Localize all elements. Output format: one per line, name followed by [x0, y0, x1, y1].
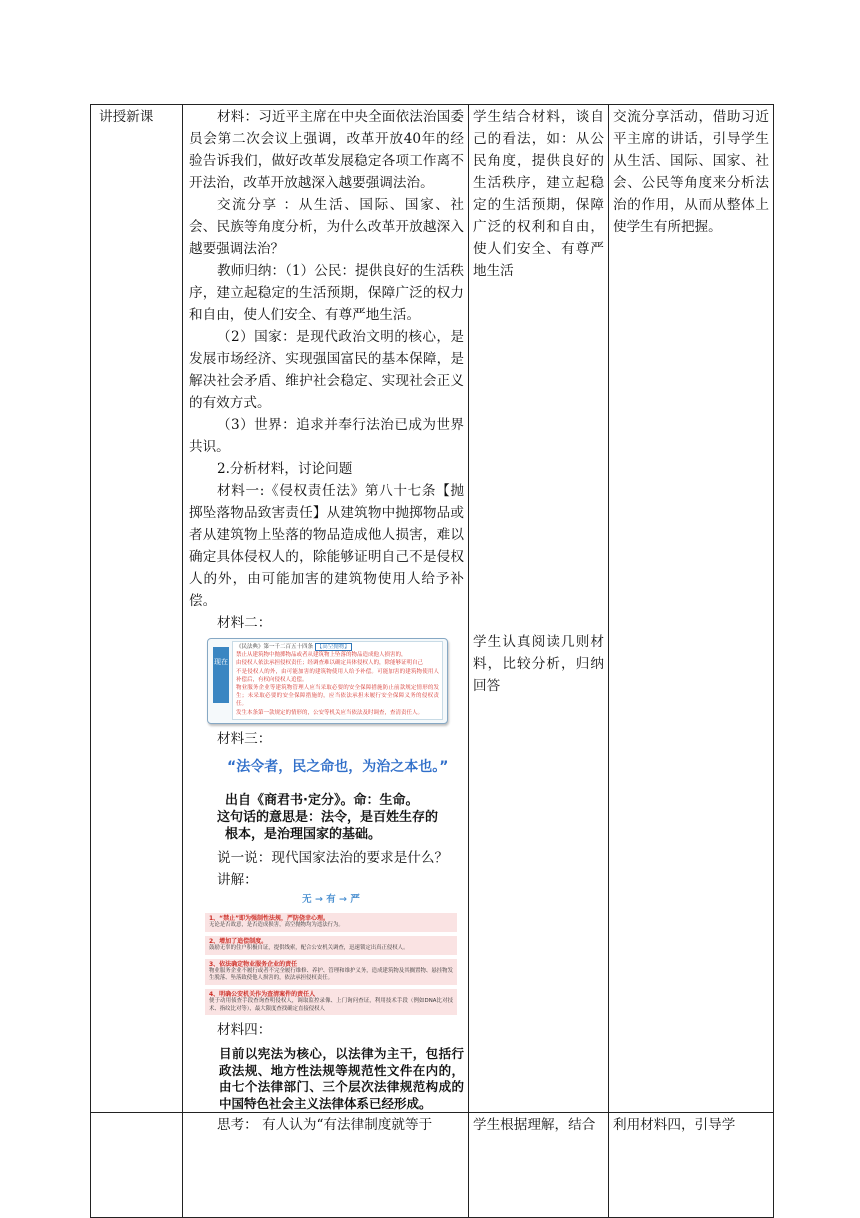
item-detail: 便于动用侦查手段查询查明侵权人，调取监控录像、上门询问查证，利用技术手段（例如DNA比对技术、指纹比对等），最大限度查找确定直接侵权人: [209, 998, 453, 1012]
teacher-activity-cell: [183, 105, 469, 1113]
code-title: 《民法典》第一千二百五十四条: [236, 644, 314, 650]
student-response-3: 学生根据理解，结合: [473, 1117, 596, 1134]
conclusion-world: （3）世界：追求并奉行法治已成为世界共识。: [189, 417, 464, 455]
civil-code-text: [232, 641, 443, 720]
stage-cell: [91, 1113, 183, 1218]
item-title: 2、增加了追偿制度。: [209, 937, 268, 945]
material-one: 材料一:《侵权责任法》第八十七条【抛掷坠落物品致害责任】从建筑物中抛掷物品或者从建筑物上坠落的物品造成他人损害，难以确定具体侵权人的，除能够证明自己不是侵权人的外，由可能加害的建筑物使用人给予补偿。: [189, 483, 464, 609]
explanation-item: [205, 913, 457, 932]
code-line: 物业服务企业等建筑物管理人应当采取必要的安全保障措施防止前款规定情形的发生；未采取必要的安全保障措施的，应当依法承担未履行安全保障义务的侵权责任。: [236, 685, 439, 708]
code-line: 由侵权人依法承担侵权责任；经调查难以确定具体侵权人的，除能够证明自己: [236, 660, 424, 667]
code-line: 不是侵权人的外，由可能加害的建筑物使用人给予补偿。: [236, 668, 378, 675]
stage-label: 讲授新课: [99, 109, 154, 125]
section-heading: 2.分析材料，讨论问题: [217, 461, 353, 477]
table-row: [91, 105, 774, 1113]
design-intent: 交流分享活动，借助习近平主席的讲话，引导学生从生活、国际、国家、社会、公民等角度来分析法治的作用，从而从整体上使学生有所把握。: [613, 109, 769, 235]
explain-label: 讲解：: [217, 872, 258, 888]
conclusion-citizen: 教师归纳：（1）公民：提供良好的生活秩序，建立起稳定的生活预期，保障广泛的权力和自由，使人们安全、有尊严地生活。: [189, 263, 464, 323]
table-row: [91, 1113, 774, 1218]
say-prompt: 说一说：现代国家法治的要求是什么？: [217, 850, 449, 866]
lesson-plan-table: [90, 104, 774, 1218]
think-prompt: 思考： 有人认为“有法律制度就等于: [217, 1117, 433, 1134]
item-detail: 鼓励无辜的住户积极自证，提供线索，配合公安机关调查，迅速锁定出真正侵权人。: [209, 945, 409, 952]
quote-source: [189, 792, 464, 843]
source-line: 出自《商君书·定分》。命：生命。: [225, 793, 419, 808]
item-detail: 物业服务企业不履行或者不完全履行维修、养护、管理和维护义务，造成建筑物及其搁置物、悬挂物发生脱落、坠落致使他人损害的，依法承担侵权责任。: [209, 968, 453, 982]
explanation-item: [205, 959, 457, 985]
design-intent-cell: [609, 1113, 774, 1218]
stage-cell: [91, 105, 183, 1113]
student-response-2: 学生认真阅读几则材料，比较分析，归纳回答: [473, 634, 604, 694]
item-title: 1、“禁止”即为强制性法规，严防侥幸心理。: [209, 915, 330, 922]
explanation-item: [205, 936, 457, 955]
image-tab: 现在: [213, 647, 229, 703]
share-prompt: 交流分享 ：从生活、国际、国家、社会、民族等角度分析，为什么改革开放越深入越要强调法治？: [189, 197, 464, 257]
explanation-image: [205, 893, 457, 1015]
quote-text: “法令者，民之命也，为治之本也。”: [227, 759, 449, 775]
item-detail: 无论是否故意，是否造成损害，高空抛物均为违法行为。: [209, 922, 344, 929]
code-line-highlight: 可能加害的建筑物使用人补偿后，有权向侵权人追偿。: [236, 668, 439, 683]
design-intent-2: 利用材料四，引导学: [613, 1117, 736, 1134]
student-activity-cell: [469, 105, 609, 1113]
legal-system-text: 目前以宪法为核心，以法律为主干，包括行政法规、地方性法规等规范性文件在内的，由七个法律部门、三个层次法律规范构成的中国特色社会主义法律体系已经形成。: [219, 1046, 464, 1111]
conclusion-state: （2）国家：是现代政治文明的核心，是发展市场经济、实现强国富民的基本保障，是解决社会矛盾、维护社会稳定、实现社会正义的有效方式。: [189, 329, 464, 411]
progression-heading: 无 → 有 → 严: [302, 894, 360, 905]
code-line: 发生本条第一款规定的情形的，公安等机关应当依法及时调查，查清责任人。: [236, 709, 424, 716]
item-title: 4、明确公安机关作为查清案件的责任人: [209, 990, 316, 998]
explanation-item: [205, 989, 457, 1015]
material-three-label: 材料三：: [217, 731, 272, 747]
code-line: 禁止从建筑物中抛掷物品或者从建筑物上坠落的物品造成他人损害的，: [236, 652, 407, 659]
source-line: 根本，是治理国家的基础。: [225, 827, 382, 842]
source-line: 这句话的意思是：法令，是百姓生存的: [217, 810, 439, 825]
material-intro: 材料：习近平主席在中央全面依法治国委员会第二次会议上强调，改革开放40年的经验告诉我们，做好改革发展稳定各项工作离不开法治，改革开放越深入越要强调法治。: [189, 109, 464, 191]
student-response-1: 学生结合材料，谈自己的看法，如：从公民角度，提供良好的生活秩序，建立起稳定的生活预期，保障广泛的权利和自由，使人们安全、有尊严地生活: [473, 109, 604, 279]
design-intent-cell: [609, 105, 774, 1113]
code-tag: 【高空抛物】: [316, 644, 350, 650]
material-four-label: 材料四：: [217, 1022, 272, 1039]
student-activity-cell: [469, 1113, 609, 1218]
teacher-activity-cell: [183, 1113, 469, 1218]
material-two-label: 材料二：: [217, 615, 272, 631]
item-title: 3、依法确定物业服务企业的责任: [209, 960, 298, 968]
civil-code-image: [207, 638, 448, 724]
